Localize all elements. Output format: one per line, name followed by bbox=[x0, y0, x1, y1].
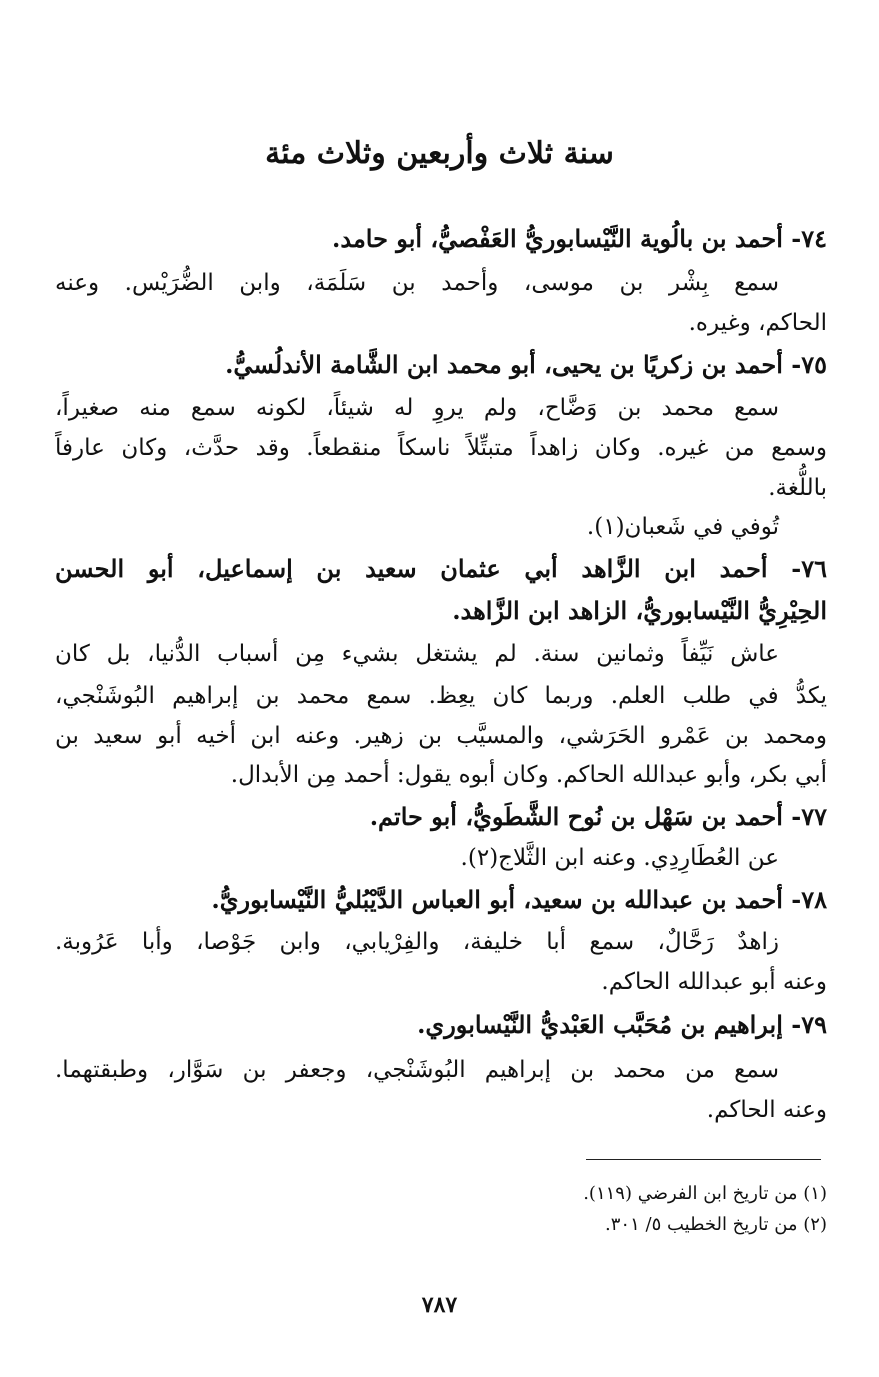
entry-79-line-2: وعنه الحاكم. bbox=[706, 1097, 827, 1123]
entry-78-line-1: زاهدٌ رَحَّالٌ، سمع أبا خليفة، والفِرْيابي، وابن جَوْصا، وأبا عَرُوبة. bbox=[55, 929, 779, 955]
entry-78-heading: ٧٨- أحمد بن عبدالله بن سعيد، أبو العباس الدَّيْبُليُّ النَّيْسابوريُّ. bbox=[211, 885, 827, 914]
entry-76-line-4: أبي بكر، وأبو عبدالله الحاكم. وكان أبوه يقول: أحمد مِن الأبدال. bbox=[230, 762, 827, 788]
year-heading: سنة ثلاث وأربعين وثلاث مئة bbox=[265, 136, 614, 171]
entry-75-heading: ٧٥- أحمد بن زكريًا بن يحيى، أبو محمد ابن الشَّامة الأندلُسيُّ. bbox=[225, 350, 827, 379]
entry-78-line-2: وعنه أبو عبدالله الحاكم. bbox=[601, 969, 827, 995]
entry-79-heading: ٧٩- إبراهيم بن مُحَبَّب العَبْديُّ النَّيْسابوري. bbox=[417, 1010, 827, 1039]
entry-74-heading: ٧٤- أحمد بن بالُوية النَّيْسابوريُّ العَفْصيُّ، أبو حامد. bbox=[331, 224, 827, 253]
entry-75-line-1: سمع محمد بن وَضَّاح، ولم يروِ له شيئاً، لكونه سمع منه صغيراً، bbox=[55, 395, 779, 421]
footnote-divider bbox=[586, 1159, 821, 1160]
entry-76-heading: ٧٦- أحمد ابن الزَّاهد أبي عثمان سعيد بن إسماعيل، أبو الحسن bbox=[55, 554, 827, 583]
entry-75-line-3: باللُّغة. bbox=[768, 475, 827, 501]
page-number: ٧٨٧ bbox=[421, 1292, 458, 1318]
entry-79-line-1: سمع من محمد بن إبراهيم البُوشَنْجي، وجعفر بن سَوَّار، وطبقتهما. bbox=[55, 1057, 779, 1083]
entry-75-death-note: تُوفي في شَعبان(١). bbox=[586, 514, 779, 540]
entry-74-line-2: الحاكم، وغيره. bbox=[688, 310, 827, 336]
entry-77-line-1: عن العُطَارِدِي. وعنه ابن الثَّلاج(٢). bbox=[460, 845, 779, 871]
entry-75-line-2: وسمع من غيره. وكان زاهداً متبتِّلاً ناسكاً منقطعاً. وقد حدَّث، وكان عارفاً bbox=[55, 435, 827, 461]
entry-76-line-1: عاش نَيِّفاً وثمانين سنة. لم يشتغل بشيء مِن أسباب الدُّنيا، بل كان bbox=[55, 641, 779, 667]
entry-77-heading: ٧٧- أحمد بن سَهْل بن نُوح الشَّطَويُّ، أبو حاتم. bbox=[369, 802, 827, 831]
footnote-2: (٢) من تاريخ الخطيب ٥/ ٣٠١. bbox=[605, 1214, 827, 1235]
entry-76-line-3: ومحمد بن عَمْرو الحَرَشي، والمسيَّب بن زهير. وعنه ابن أخيه أبو سعيد بن bbox=[55, 723, 827, 749]
entry-76-line-2: يكدُّ في طلب العلم. وربما كان يعِظ. سمع محمد بن إبراهيم البُوشَنْجي، bbox=[55, 683, 827, 709]
footnote-1: (١) من تاريخ ابن الفرضي (١١٩). bbox=[583, 1183, 827, 1204]
entry-74-line-1: سمع بِشْر بن موسى، وأحمد بن سَلَمَة، وابن الضُّرَيْس. وعنه bbox=[55, 270, 779, 296]
entry-76-heading-cont: الحِيْرِيُّ النَّيْسابوريُّ، الزاهد ابن الزَّاهد. bbox=[452, 596, 827, 625]
